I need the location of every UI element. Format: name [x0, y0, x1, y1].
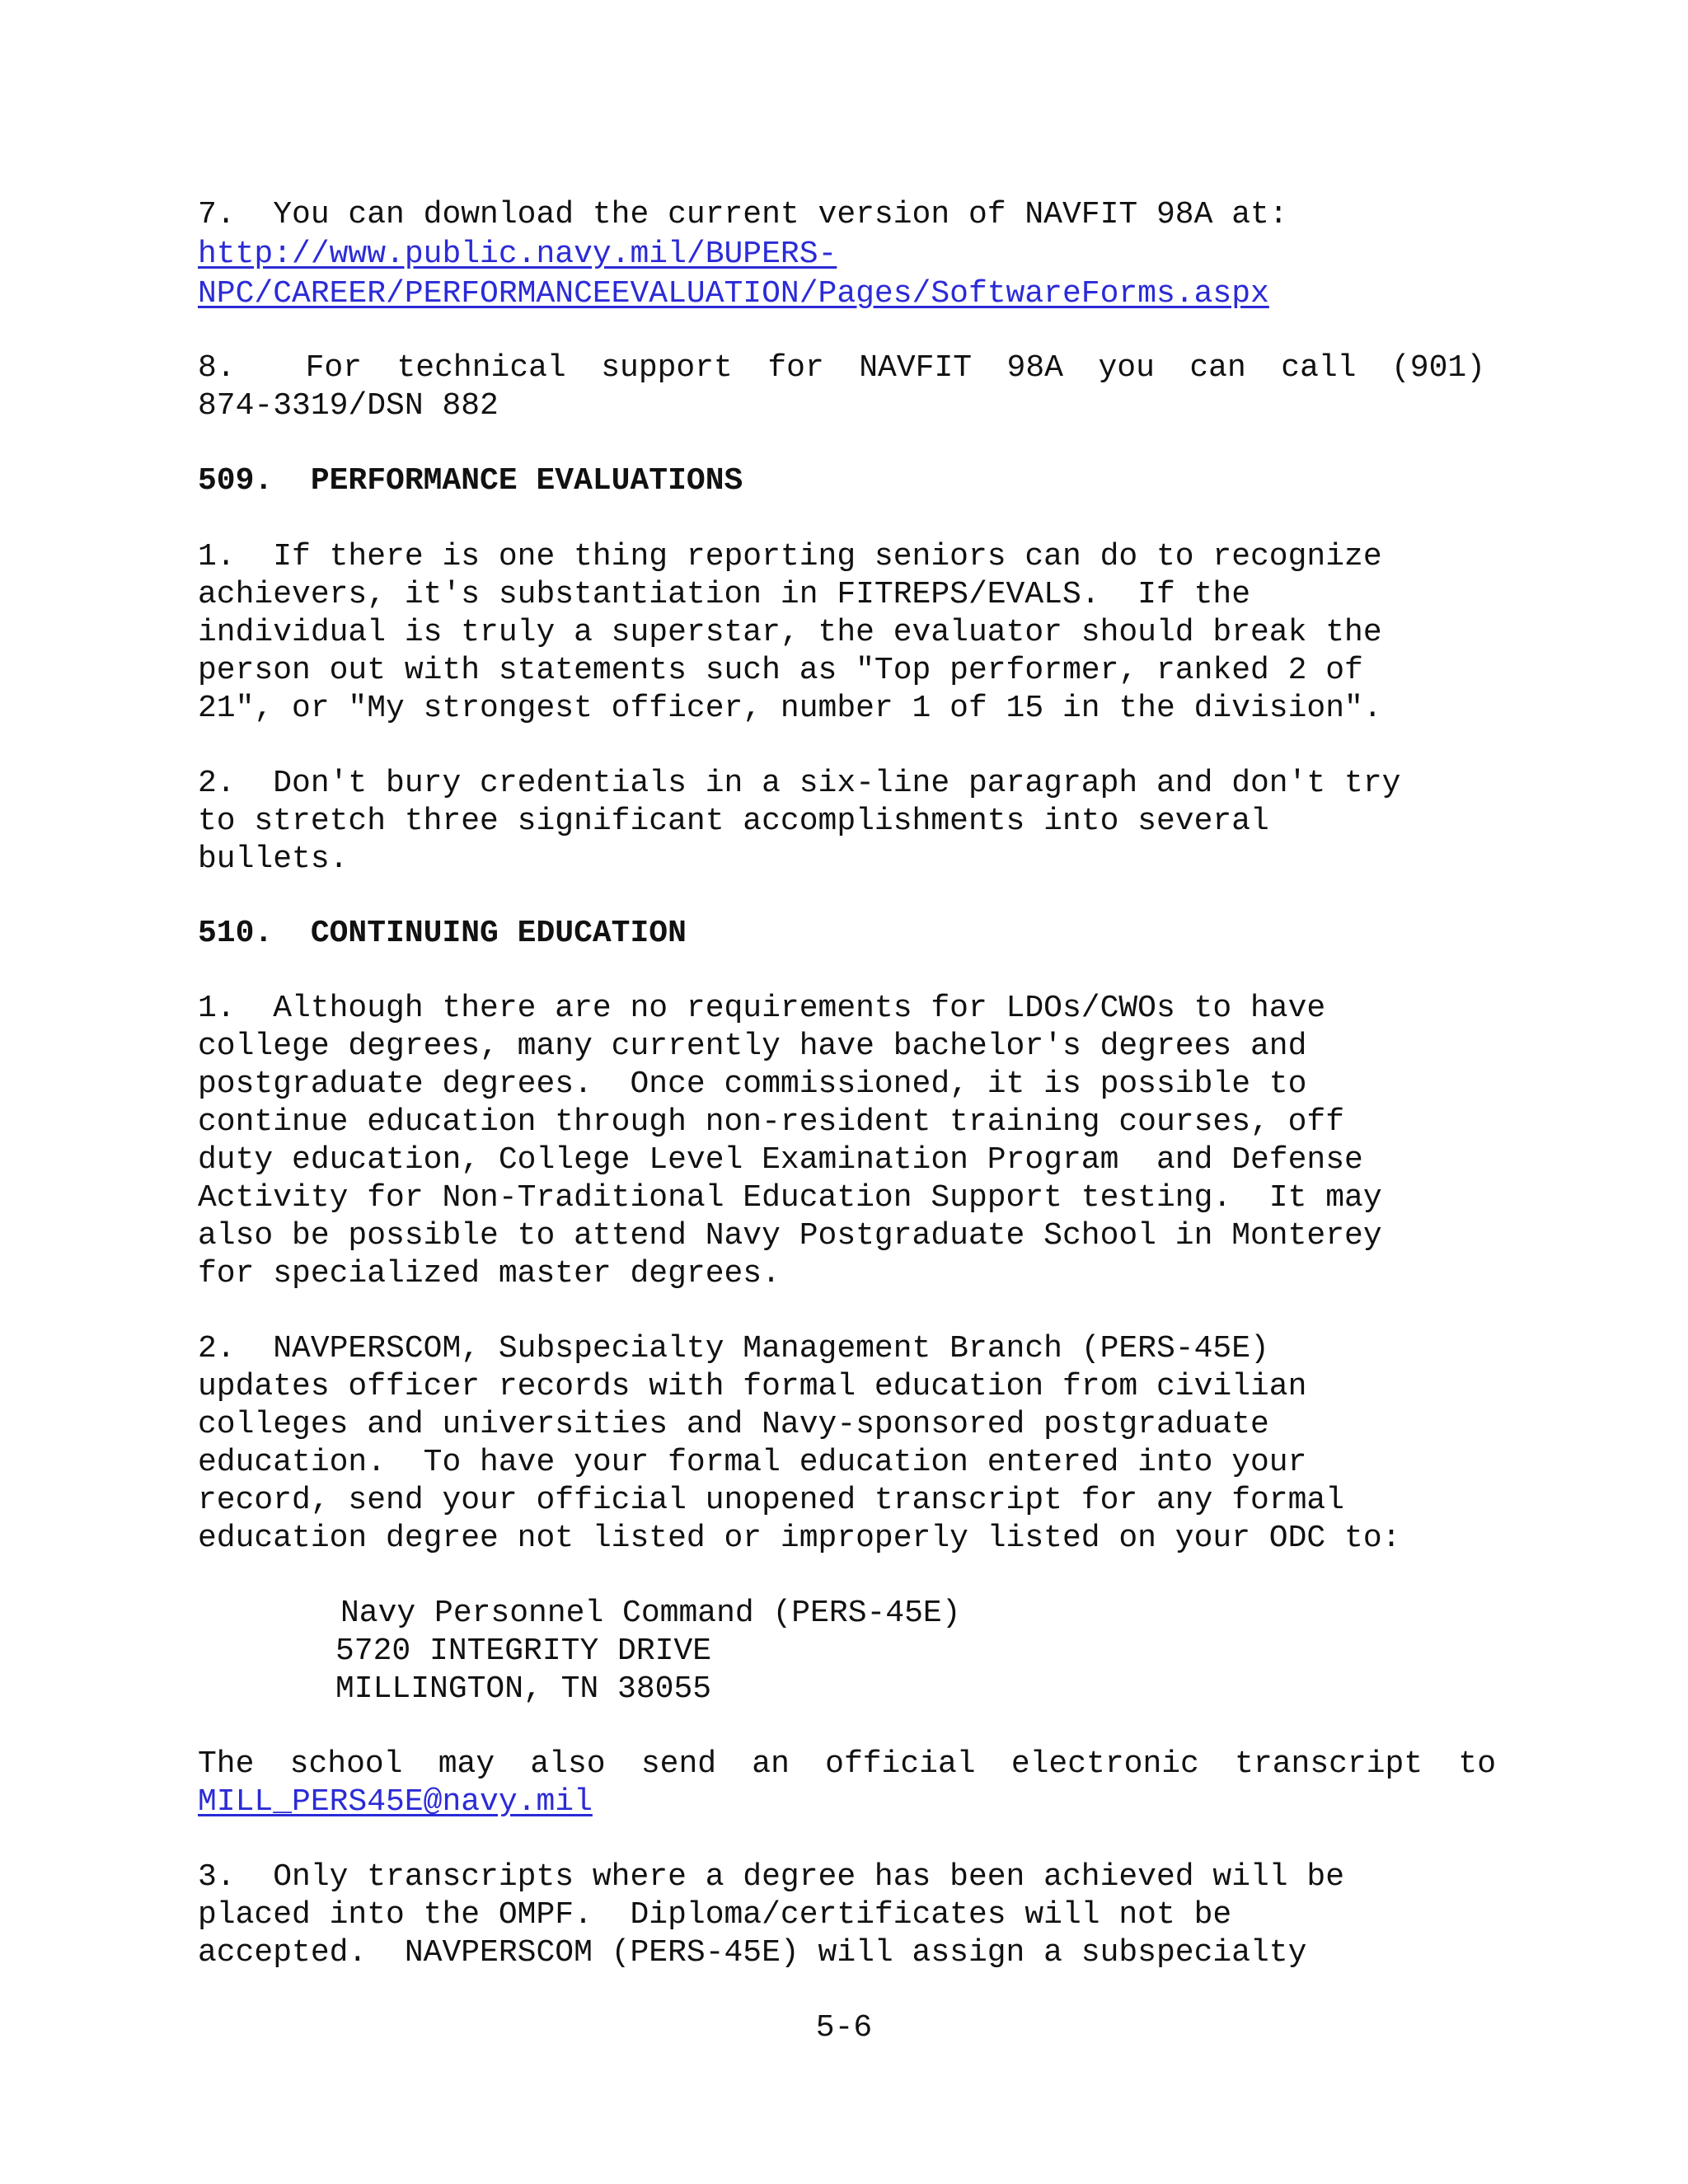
- navfit-download-link-line1[interactable]: http://www.public.navy.mil/BUPERS-: [198, 237, 837, 272]
- mailing-address-line: Navy Personnel Command (PERS-45E): [340, 1596, 961, 1631]
- section509-para1-line: 21", or "My strongest officer, number 1 of 15 in the division".: [198, 691, 1382, 726]
- section510-para3-line: 3. Only transcripts where a degree has been achieved will be: [198, 1859, 1345, 1895]
- section509-para2-line: bullets.: [198, 841, 349, 877]
- section510-para2-line: 2. NAVPERSCOM, Subspecialty Management Branch (PERS-45E): [198, 1331, 1269, 1366]
- section510-para1-line: duty education, College Level Examination Program and Defense: [198, 1142, 1363, 1178]
- section509-para2-line: 2. Don't bury credentials in a six-line paragraph and don't try: [198, 766, 1401, 801]
- mailing-address-line: MILLINGTON, TN 38055: [335, 1671, 712, 1707]
- section510-para2-line: updates officer records with formal education from civilian: [198, 1369, 1307, 1404]
- section510-para2-line: education. To have your formal education entered into your: [198, 1445, 1307, 1480]
- section510-para1-line: postgraduate degrees. Once commissioned, it is possible to: [198, 1066, 1307, 1102]
- item8-line2: 874-3319/DSN 882: [198, 388, 499, 424]
- section-510-heading: 510. CONTINUING EDUCATION: [198, 916, 687, 951]
- mailing-address-line: 5720 INTEGRITY DRIVE: [335, 1633, 712, 1669]
- section-509-heading: 509. PERFORMANCE EVALUATIONS: [198, 463, 743, 499]
- section510-para1-line: 1. Although there are no requirements for LDOs/CWOs to have: [198, 991, 1326, 1026]
- school-transcript-line: The school may also send an official electronic transcript to: [198, 1746, 1496, 1782]
- section509-para1-line: 1. If there is one thing reporting seniors can do to recognize: [198, 539, 1382, 574]
- section510-para2-line: colleges and universities and Navy-sponsored postgraduate: [198, 1407, 1269, 1442]
- section510-para2-line: record, send your official unopened transcript for any formal: [198, 1483, 1345, 1518]
- section510-para1-line: college degrees, many currently have bachelor's degrees and: [198, 1029, 1307, 1064]
- section510-para1-line: also be possible to attend Navy Postgraduate School in Monterey: [198, 1218, 1382, 1254]
- section510-para2-line: education degree not listed or improperly listed on your ODC to:: [198, 1521, 1401, 1556]
- section510-para1-line: for specialized master degrees.: [198, 1256, 781, 1291]
- section510-para1-line: Activity for Non-Traditional Education Support testing. It may: [198, 1180, 1382, 1216]
- navfit-download-link-line2[interactable]: NPC/CAREER/PERFORMANCEEVALUATION/Pages/SoftwareForms.aspx: [198, 276, 1269, 312]
- section510-para1-line: continue education through non-resident training courses, off: [198, 1104, 1345, 1140]
- section510-para3-line: placed into the OMPF. Diploma/certificates will not be: [198, 1897, 1232, 1933]
- section509-para1-line: achievers, it's substantiation in FITREPS/EVALS. If the: [198, 577, 1251, 612]
- section509-para2-line: to stretch three significant accomplishments into several: [198, 804, 1269, 839]
- section510-para3-line: accepted. NAVPERSCOM (PERS-45E) will assign a subspecialty: [198, 1935, 1307, 1971]
- pers45e-email-link[interactable]: MILL_PERS45E@navy.mil: [198, 1784, 593, 1820]
- item8-line1: 8. For technical support for NAVFIT 98A you can call (901): [198, 350, 1485, 386]
- page-number: 5-6: [815, 2010, 873, 2046]
- item7-text: 7. You can download the current version of NAVFIT 98A at:: [198, 197, 1288, 232]
- section509-para1-line: individual is truly a superstar, the evaluator should break the: [198, 615, 1382, 650]
- section509-para1-line: person out with statements such as "Top performer, ranked 2 of: [198, 653, 1363, 688]
